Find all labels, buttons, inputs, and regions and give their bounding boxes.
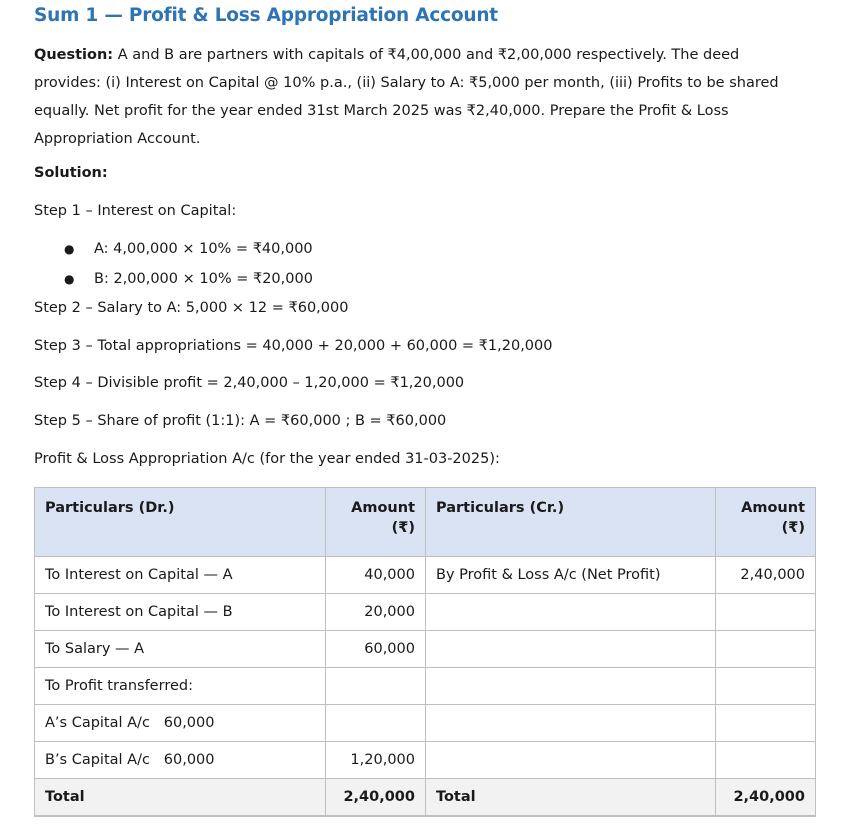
header-cr-amount: Amount (₹) (716, 488, 816, 557)
cr-total-amount: 2,40,000 (716, 779, 816, 817)
dr-particular: B’s Capital A/c 60,000 (35, 742, 326, 779)
table-row (35, 668, 816, 705)
table-row (35, 594, 816, 631)
table-row (35, 631, 816, 668)
table-total-row (35, 779, 816, 817)
cr-particular (426, 705, 716, 742)
cr-amount (716, 594, 816, 631)
question-paragraph (34, 41, 804, 153)
table-caption: Profit & Loss Appropriation A/c (for the year ended 31-03-2025): (34, 451, 500, 467)
dr-amount (326, 668, 426, 705)
step-1-bullet-b (64, 271, 313, 287)
dr-amount (326, 705, 426, 742)
header-cr-particulars: Particulars (Cr.) (426, 488, 716, 557)
page-title: Sum 1 — Profit & Loss Appropriation Account (34, 5, 498, 26)
header-dr-particulars: Particulars (Dr.) (35, 488, 326, 557)
table-row (35, 557, 816, 594)
cr-total-label: Total (426, 779, 716, 817)
question-text: A and B are partners with capitals of ₹4,00,000 and ₹2,00,000 respectively. The deed provides: (i) Interest on Capital @ 10% p.a., (ii) Salary to A: ₹5,000 per month, (iii) Profits to be shared equally. Net profit for the year ended 31st March 2025 was ₹2,40,000. Prepare the Profit & Loss Appropriation Account. (34, 47, 779, 147)
cr-amount (716, 631, 816, 668)
cr-particular (426, 631, 716, 668)
dr-particular: To Interest on Capital — A (35, 557, 326, 594)
dr-total-amount: 2,40,000 (326, 779, 426, 817)
bullet-text: A: 4,00,000 × 10% = ₹40,000 (94, 241, 313, 257)
question-label: Question: (34, 47, 114, 63)
cr-particular (426, 594, 716, 631)
cr-particular (426, 668, 716, 705)
table-row (35, 705, 816, 742)
dr-amount: 20,000 (326, 594, 426, 631)
dr-amount: 60,000 (326, 631, 426, 668)
header-dr-amount: Amount (₹) (326, 488, 426, 557)
step-4: Step 4 – Divisible profit = 2,40,000 – 1,20,000 = ₹1,20,000 (34, 375, 465, 391)
dr-total-label: Total (35, 779, 326, 817)
bullet-text: B: 2,00,000 × 10% = ₹20,000 (94, 271, 313, 287)
cr-amount (716, 705, 816, 742)
dr-particular: To Interest on Capital — B (35, 594, 326, 631)
table-header-row (35, 488, 816, 557)
step-3: Step 3 – Total appropriations = 40,000 + 20,000 + 60,000 = ₹1,20,000 (34, 338, 553, 354)
bullet-icon: ● (64, 242, 75, 256)
dr-particular: A’s Capital A/c 60,000 (35, 705, 326, 742)
bullet-icon: ● (64, 272, 75, 286)
cr-amount (716, 668, 816, 705)
step-1: Step 1 – Interest on Capital: (34, 203, 237, 219)
dr-particular: To Salary — A (35, 631, 326, 668)
dr-amount: 1,20,000 (326, 742, 426, 779)
cr-amount (716, 742, 816, 779)
step-5: Step 5 – Share of profit (1:1): A = ₹60,000 ; B = ₹60,000 (34, 413, 447, 429)
dr-amount: 40,000 (326, 557, 426, 594)
cr-particular: By Profit & Loss A/c (Net Profit) (426, 557, 716, 594)
cr-particular (426, 742, 716, 779)
cr-amount: 2,40,000 (716, 557, 816, 594)
step-1-bullet-a (64, 241, 313, 257)
solution-label: Solution: (34, 165, 108, 181)
appropriation-account-table (34, 487, 816, 817)
dr-particular: To Profit transferred: (35, 668, 326, 705)
table-row (35, 742, 816, 779)
step-2: Step 2 – Salary to A: 5,000 × 12 = ₹60,000 (34, 300, 349, 316)
